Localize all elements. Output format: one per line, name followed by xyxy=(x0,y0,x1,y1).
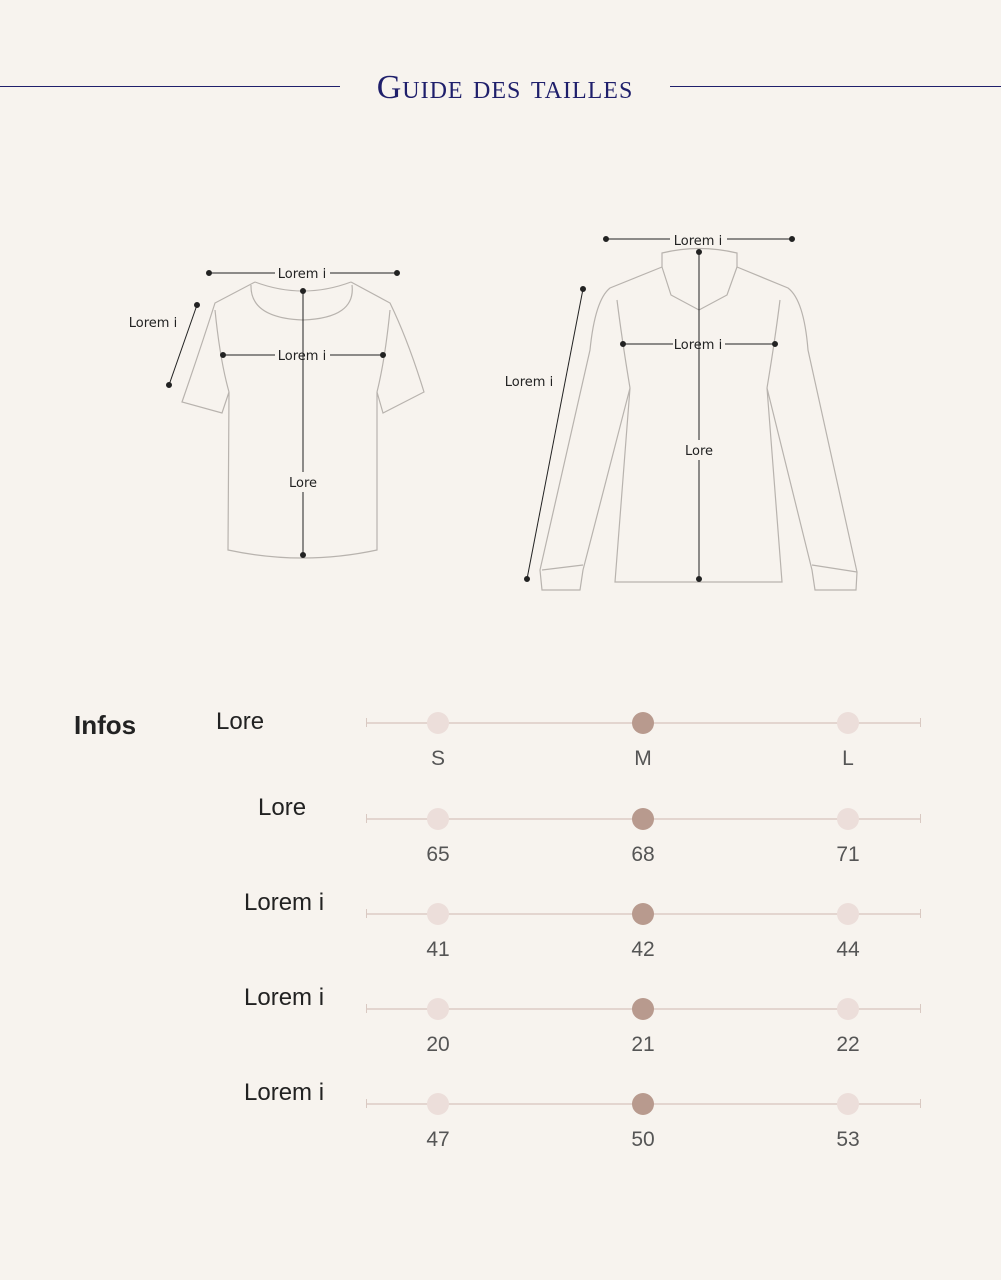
track-end-cap xyxy=(366,1099,367,1108)
size-row-label: Lore xyxy=(258,794,307,821)
size-value: 22 xyxy=(836,1033,860,1056)
size-value: 53 xyxy=(836,1128,860,1151)
size-value: L xyxy=(842,747,854,770)
track-end-cap xyxy=(920,718,921,727)
size-row-label: Lore xyxy=(216,708,265,735)
tshirt-sleeve-label: Lorem i xyxy=(128,316,178,331)
track-end-cap xyxy=(366,1004,367,1013)
track-end-cap xyxy=(366,718,367,727)
track-end-cap xyxy=(366,909,367,918)
size-dot[interactable] xyxy=(837,998,859,1020)
shirt-shoulder-label: Lorem i xyxy=(673,234,723,249)
page-title: Guide des tailles xyxy=(340,64,670,112)
shirt-chest-label: Lorem i xyxy=(673,338,723,353)
size-row-label: Lorem i xyxy=(244,984,325,1011)
tshirt-length-label: Lore xyxy=(288,476,318,491)
size-value: 50 xyxy=(631,1128,655,1151)
size-value: 47 xyxy=(426,1128,450,1151)
size-value: 21 xyxy=(631,1033,655,1056)
size-dot-selected[interactable] xyxy=(632,1093,654,1115)
size-row-label: Lorem i xyxy=(244,1079,325,1106)
size-dot[interactable] xyxy=(837,712,859,734)
infos-heading: Infos xyxy=(74,710,137,740)
track-end-cap xyxy=(920,1099,921,1108)
track-end-cap xyxy=(920,909,921,918)
size-dot[interactable] xyxy=(427,1093,449,1115)
size-dot-selected[interactable] xyxy=(632,808,654,830)
size-dot[interactable] xyxy=(427,903,449,925)
size-value: 41 xyxy=(426,938,450,961)
track-end-cap xyxy=(366,814,367,823)
shirt-sleeve-label: Lorem i xyxy=(504,375,554,390)
size-value: 42 xyxy=(631,938,655,961)
size-value: 71 xyxy=(836,843,860,866)
size-dot[interactable] xyxy=(837,808,859,830)
track-end-cap xyxy=(920,814,921,823)
shirt-measures xyxy=(525,237,795,582)
size-dot[interactable] xyxy=(427,998,449,1020)
size-dot[interactable] xyxy=(427,712,449,734)
garment-diagrams xyxy=(0,200,1001,620)
size-dot[interactable] xyxy=(427,808,449,830)
size-value: 68 xyxy=(631,843,655,866)
tshirt-shoulder-label: Lorem i xyxy=(277,267,327,282)
size-value: 44 xyxy=(836,938,860,961)
track-end-cap xyxy=(920,1004,921,1013)
size-value: M xyxy=(634,747,652,770)
size-dot-selected[interactable] xyxy=(632,712,654,734)
size-row-label: Lorem i xyxy=(244,889,325,916)
tshirt-chest-label: Lorem i xyxy=(277,349,327,364)
size-dot[interactable] xyxy=(837,903,859,925)
size-dot-selected[interactable] xyxy=(632,903,654,925)
size-dot[interactable] xyxy=(837,1093,859,1115)
tshirt-measures xyxy=(167,271,400,558)
size-value: 65 xyxy=(426,843,450,866)
size-value: S xyxy=(430,747,445,770)
size-value: 20 xyxy=(426,1033,450,1056)
size-dot-selected[interactable] xyxy=(632,998,654,1020)
shirt-length-label: Lore xyxy=(684,444,714,459)
